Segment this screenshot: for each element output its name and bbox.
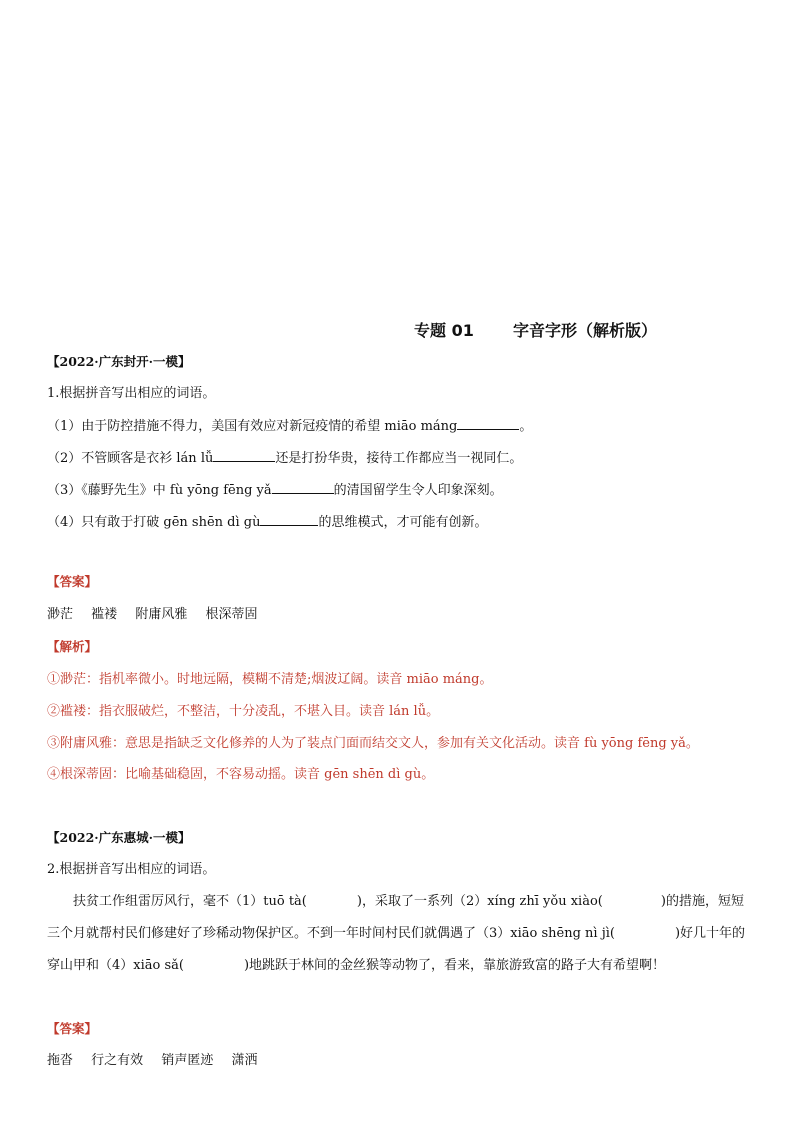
answer-word: 渺茫 bbox=[47, 607, 74, 622]
answer-blank bbox=[457, 416, 519, 430]
q1-item-text: 的思维模式，才可能有创新。 bbox=[318, 515, 488, 530]
answer-word: 褴褛 bbox=[91, 607, 118, 622]
q1-analysis-label: 【解析】 bbox=[47, 639, 98, 654]
q2-source: 【2022·广东惠城·一模】 bbox=[47, 830, 191, 845]
answer-word: 附庸风雅 bbox=[135, 607, 188, 622]
title-number: 专题 01 bbox=[414, 321, 474, 340]
page-title bbox=[414, 322, 657, 340]
answer-word: 根深蒂固 bbox=[205, 607, 258, 622]
passage-text: )的措施，短短三个月就帮村民们修建好了珍稀动物保护区。不到一年时间村民们就偶遇了（3）xiāo shēng nì jì( bbox=[47, 894, 744, 941]
answer-word: 行之有效 bbox=[91, 1053, 144, 1068]
passage-text: 扶贫工作组雷厉风行，毫不（1）tuō tà( bbox=[73, 894, 307, 909]
passage-text: )地跳跃于林间的金丝猴等动物了，看来，靠旅游致富的路子大有希望啊！ bbox=[243, 958, 666, 973]
q1-source: 【2022·广东封开·一模】 bbox=[47, 354, 191, 369]
q1-item-text: （2）不管顾客是衣衫 lán lǚ bbox=[47, 451, 214, 466]
q2-answers bbox=[47, 1052, 271, 1070]
passage-text: )，采取了一系列（2）xíng zhī yǒu xiào( bbox=[356, 894, 603, 909]
q1-item-text: 还是打扮华贵，接待工作都应当一视同仁。 bbox=[275, 451, 523, 466]
analysis-line-1: ①渺茫：指机率微小。时地远隔，模糊不清楚;烟波辽阔。读音 miāo máng。 bbox=[47, 672, 493, 687]
q1-item-3 bbox=[47, 480, 503, 500]
passage-text: )好几十年的穿山甲和（4）xiāo sǎ( bbox=[47, 926, 746, 973]
analysis-line-4: ④根深蒂固：比喻基础稳固，不容易动摇。读音 gēn shēn dì gù。 bbox=[47, 767, 435, 782]
q2-passage bbox=[47, 886, 747, 982]
answer-word: 销声匿迹 bbox=[161, 1053, 214, 1068]
answer-word: 拖沓 bbox=[47, 1053, 74, 1068]
q1-item-2 bbox=[47, 448, 522, 468]
q1-answers bbox=[47, 606, 271, 624]
analysis-line-2: ②褴褛：指衣服破烂，不整洁，十分凌乱，不堪入目。读音 lán lǚ。 bbox=[47, 704, 440, 719]
answer-blank bbox=[213, 448, 275, 462]
q1-prompt: 1.根据拼音写出相应的词语。 bbox=[47, 386, 216, 401]
answer-blank bbox=[260, 512, 318, 526]
q2-answer-label: 【答案】 bbox=[47, 1021, 98, 1036]
q1-item-text: （3）《藤野先生》中 fù yōng fēng yǎ bbox=[47, 483, 272, 498]
q1-item-4 bbox=[47, 512, 488, 532]
title-text: 字音字形（解析版） bbox=[513, 321, 658, 340]
answer-word: 潇洒 bbox=[231, 1053, 258, 1068]
answer-blank bbox=[272, 480, 334, 494]
q1-item-text: （1）由于防控措施不得力，美国有效应对新冠疫情的希望 miāo máng bbox=[47, 419, 458, 434]
q1-item-text: 的清国留学生令人印象深刻。 bbox=[333, 483, 503, 498]
analysis-line-3: ③附庸风雅：意思是指缺乏文化修养的人为了装点门面而结交文人，参加有关文化活动。读音 fù yōng fēng yǎ。 bbox=[47, 736, 699, 751]
q1-item-text: （4）只有敢于打破 gēn shēn dì gù bbox=[47, 515, 261, 530]
q1-item-1 bbox=[47, 416, 532, 436]
q2-prompt: 2.根据拼音写出相应的词语。 bbox=[47, 862, 216, 877]
q1-answer-label: 【答案】 bbox=[47, 574, 98, 589]
q1-item-text: 。 bbox=[519, 419, 533, 434]
